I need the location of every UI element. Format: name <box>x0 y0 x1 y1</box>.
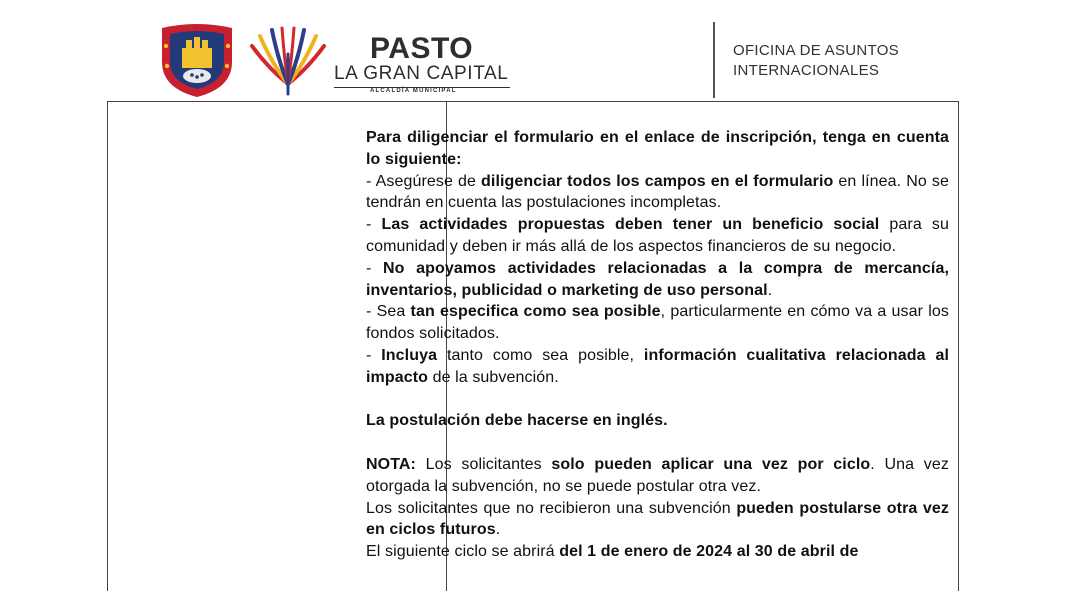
intro-text: Para diligenciar el formulario en el enlace de inscripción, tenga en cuenta lo siguiente: <box>366 129 949 168</box>
reapply-rest: . <box>495 521 501 539</box>
brand-name: PASTO <box>370 32 474 65</box>
header-divider <box>713 22 715 98</box>
page-header <box>0 0 1068 100</box>
bullet-2-bold: Las actividades propuestas deben tener un beneficio social <box>381 216 880 234</box>
brand-tagline: LA GRAN CAPITAL <box>334 63 509 84</box>
bullet-social-benefit <box>366 214 949 258</box>
office-title-line2: INTERNACIONALES <box>733 62 880 79</box>
office-title-line1: OFICINA DE ASUNTOS <box>733 42 899 59</box>
spacer <box>366 389 949 411</box>
pasto-burst-logo <box>248 24 328 96</box>
bullet-3-rest: . <box>767 281 773 299</box>
next-cycle-dates: del 1 de enero de 2024 al 30 de abril de <box>559 543 859 561</box>
nota-text-2: . Una vez otorgada la subvención, no se puede postular otra vez. <box>366 455 949 495</box>
next-cycle-paragraph <box>366 541 949 563</box>
reapply-bold: pueden postularse otra vez en ciclos futuros <box>366 499 950 539</box>
reapply-paragraph <box>366 498 949 542</box>
office-title <box>733 41 899 81</box>
bullet-2-dash: - <box>366 216 382 234</box>
bullet-3-bold: No apoyamos actividades relacionadas a la compra de mercancía, inventarios, publicidad o marketing de uso personal <box>366 259 949 299</box>
bullet-2-rest: para su comunidad y deben ir más allá de los aspectos financieros de su negocio. <box>366 216 949 255</box>
nota-text-1: Los solicitantes <box>415 455 552 473</box>
nota-label: NOTA: <box>366 455 416 473</box>
intro-paragraph <box>366 127 949 171</box>
bullet-5-rest: de la subvención. <box>428 368 559 386</box>
bullet-3-dash: - <box>366 259 384 277</box>
brand-subtitle: ALCALDÍA MUNICIPAL <box>370 88 457 94</box>
bullet-be-specific <box>366 301 949 345</box>
bullet-5-dash: - <box>366 346 382 364</box>
coat-of-arms-logo <box>158 22 236 98</box>
bullet-1-bold: diligenciar todos los campos en el formulario <box>481 172 834 190</box>
next-cycle-text: El siguiente ciclo se abrirá <box>366 543 560 561</box>
bullet-5-bold-1: Incluya <box>381 346 438 364</box>
spacer <box>366 432 949 454</box>
bullet-5-mid: tanto como sea posible, <box>437 346 644 364</box>
bullet-qualitative-info <box>366 345 949 389</box>
nota-paragraph <box>366 454 949 498</box>
instructions-text <box>366 127 949 563</box>
bullet-4-rest: , particularmente en cómo va a usar los fondos solicitados. <box>366 303 949 343</box>
bullet-5-bold-2: información cualitativa relacionada al impacto <box>366 346 950 386</box>
bullet-4-text: - Sea <box>366 303 411 321</box>
bullet-1-text: - Asegúrese de <box>366 172 482 190</box>
english-note <box>366 410 949 432</box>
reapply-text: Los solicitantes que no recibieron una subvención <box>366 499 737 517</box>
bullet-fields <box>366 171 949 215</box>
english-note-text: La postulación debe hacerse en inglés. <box>366 412 668 430</box>
bullet-1-rest: en línea. No se tendrán en cuenta las postulaciones incompletas. <box>366 172 950 212</box>
nota-bold: solo pueden aplicar una vez por ciclo <box>551 455 871 473</box>
bullet-not-supported <box>366 258 949 302</box>
bullet-4-bold: tan especifica como sea posible <box>410 303 661 321</box>
